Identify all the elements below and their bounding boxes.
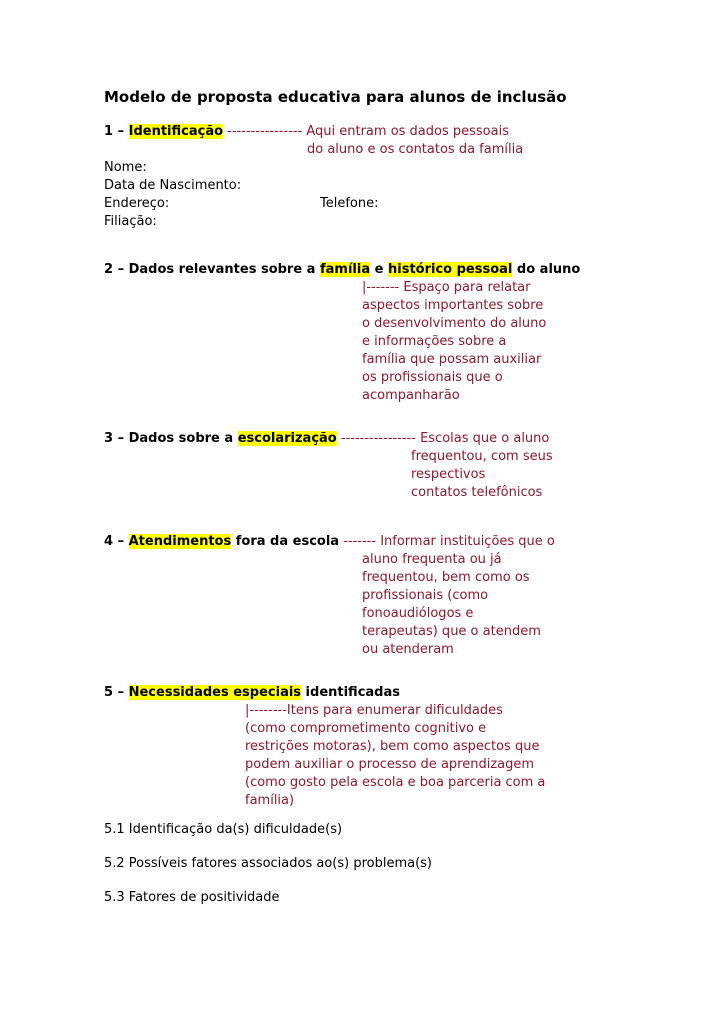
section-1-heading (104, 123, 509, 141)
section-4-note (362, 551, 541, 659)
section-4-note-line: profissionais (como (362, 588, 489, 603)
section-2-note-line: os profissionais que o (362, 370, 503, 385)
section-1-note-line-2: do aluno e os contatos da família (307, 142, 524, 157)
section-4-pre: 4 – (104, 534, 129, 549)
section-2-pre: 2 – Dados relevantes sobre a (104, 262, 320, 277)
section-2-note-line: aspectos importantes sobre (362, 298, 544, 313)
section-5-note-line: (como comprometimento cognitivo e (245, 721, 487, 736)
section-5-note-line: podem auxiliar o processo de aprendizagem (245, 757, 535, 772)
section-5-post: identificadas (301, 685, 400, 700)
section-3-note-line: frequentou, com seus (411, 449, 553, 464)
section-4-note-line: aluno frequenta ou já (362, 552, 502, 567)
section-3-dashes: ---------------- (336, 431, 416, 446)
section-2-note-line: o desenvolvimento do aluno (362, 316, 547, 331)
section-3-note-line-1: Escolas que o aluno (415, 431, 550, 446)
section-4-note-line: frequentou, bem como os (362, 570, 530, 585)
section-5-note-line: família) (245, 793, 295, 808)
section-5-heading (104, 684, 400, 702)
section-1-number: 1 – (104, 124, 129, 139)
subsection-5-2: 5.2 Possíveis fatores associados ao(s) problema(s) (104, 856, 433, 871)
field-filiacao: Filiação: (104, 214, 157, 229)
section-1-highlight: Identificação (128, 124, 224, 139)
section-3-heading (104, 430, 549, 448)
section-2-note-line: |------- Espaço para relatar (362, 280, 531, 295)
section-3-highlight: escolarização (237, 431, 337, 446)
section-2-mid: e (370, 262, 388, 277)
section-2-note-line: e informações sobre a (362, 334, 507, 349)
section-4-highlight: Atendimentos (128, 534, 232, 549)
section-4-note-line: fonoaudiólogos e (362, 606, 474, 621)
section-4-note-line-1: Informar instituições que o (376, 534, 555, 549)
section-1-note-line-1: Aqui entram os dados pessoais (302, 124, 509, 139)
document-title: Modelo de proposta educativa para alunos de inclusão (104, 88, 567, 106)
section-4-dashes: ------- (339, 534, 377, 549)
section-3-pre: 3 – Dados sobre a (104, 431, 238, 446)
section-2-note-line: família que possam auxiliar (362, 352, 542, 367)
section-2-note-line: acompanharão (362, 388, 460, 403)
section-2-note (362, 279, 546, 405)
subsection-5-3: 5.3 Fatores de positividade (104, 890, 280, 905)
field-endereco: Endereço: (104, 196, 170, 211)
section-2-heading (104, 261, 580, 279)
section-4-note-line: ou atenderam (362, 642, 454, 657)
section-4-note-line: terapeutas) que o atendem (362, 624, 541, 639)
section-2-highlight-historico: histórico pessoal (388, 262, 513, 277)
section-5-note-line: restrições motoras), bem como aspectos que (245, 739, 540, 754)
field-data-nascimento: Data de Nascimento: (104, 178, 242, 193)
section-5-note-line: |--------Itens para enumerar dificuldades (245, 703, 503, 718)
section-2-highlight-familia: família (320, 262, 371, 277)
section-5-note-line: (como gosto pela escola e boa parceria com a (245, 775, 546, 790)
section-4-post: fora da escola (231, 534, 340, 549)
section-4-heading (104, 533, 555, 551)
section-5-pre: 5 – (104, 685, 129, 700)
section-5-note (245, 702, 545, 810)
section-3-note (411, 448, 553, 502)
field-nome: Nome: (104, 160, 147, 175)
section-3-note-line: contatos telefônicos (411, 485, 543, 500)
section-1-dashes: ---------------- (223, 124, 303, 139)
field-telefone: Telefone: (320, 196, 379, 211)
subsection-5-1: 5.1 Identificação da(s) dificuldade(s) (104, 822, 343, 837)
section-5-highlight: Necessidades especiais (128, 685, 302, 700)
section-3-note-line: respectivos (411, 467, 486, 482)
section-2-post: do aluno (512, 262, 581, 277)
